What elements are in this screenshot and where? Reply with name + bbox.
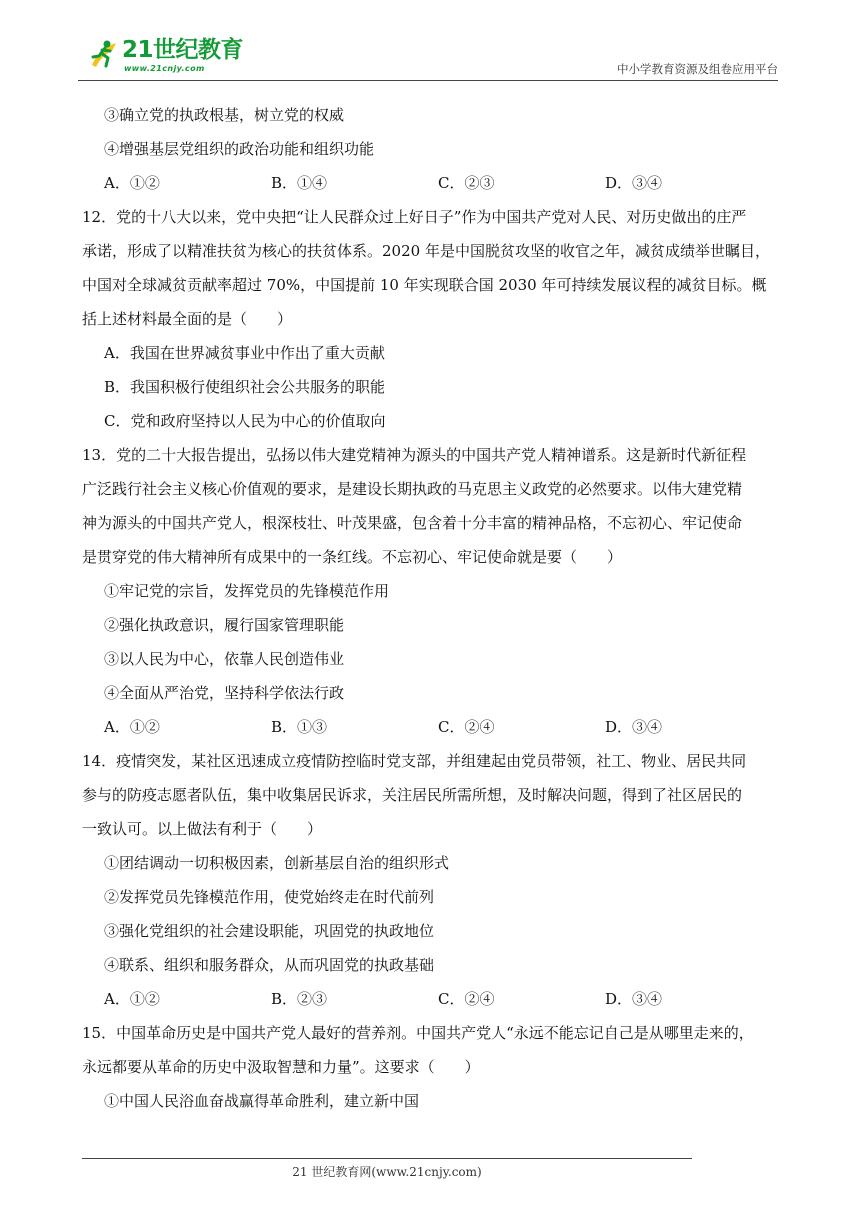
page-footer: 21 世纪教育网(www.21cnjy.com) (292, 1165, 482, 1179)
q13-stem-line: 13．党的二十大报告提出，弘扬以伟大建党精神为源头的中国共产党人精神谱系。这是新时代新征程 (82, 446, 747, 464)
q13-item-2: ②强化执政意识，履行国家管理职能 (104, 616, 345, 634)
q14-item-3: ③强化党组织的社会建设职能，巩固党的执政地位 (104, 922, 435, 940)
q13-option-d: D．③④ (605, 718, 663, 736)
q14-option-a: A．①② (104, 990, 160, 1008)
q13-stem-line: 是贯穿党的伟大精神所有成果中的一条红线。不忘初心、牢记使命就是要（ ） (82, 548, 623, 566)
q11-option-c: C．②③ (438, 174, 495, 192)
q11-options (82, 166, 782, 200)
document-body (82, 98, 782, 1118)
q12-stem-line: 承诺，形成了以精准扶贫为核心的扶贫体系。2020 年是中国脱贫攻坚的收官之年，减贫成绩举世瞩目， (82, 242, 770, 260)
q11-item-3: ③确立党的执政根基，树立党的权威 (104, 106, 345, 124)
q15-stem-line: 15．中国革命历史是中国共产党人最好的营养剂。中国共产党人“永远不能忘记自己是从哪里走来的， (82, 1024, 754, 1042)
q14-item-1: ①团结调动一切积极因素，创新基层自治的组织形式 (104, 854, 450, 872)
logo-text: 21世纪教育 (122, 37, 244, 63)
q14-option-d: D．③④ (605, 990, 663, 1008)
page-header (78, 34, 778, 80)
q13-options (82, 710, 782, 744)
q13-item-4: ④全面从严治党，坚持科学依法行政 (104, 684, 345, 702)
q14-item-2: ②发挥党员先锋模范作用，使党始终走在时代前列 (104, 888, 435, 906)
footer-divider (82, 1158, 692, 1159)
q13-option-c: C．②④ (438, 718, 495, 736)
q14-stem-line: 参与的防疫志愿者队伍，集中收集居民诉求，关注居民所需所想，及时解决问题，得到了社区居民的 (82, 786, 743, 804)
q13-item-3: ③以人民为中心，依靠人民创造伟业 (104, 650, 345, 668)
q12-stem-line: 括上述材料最全面的是（ ） (82, 310, 293, 328)
q13-stem-line: 神为源头的中国共产党人，根深枝壮、叶茂果盛，包含着十分丰富的精神品格，不忘初心、牢记使命 (82, 514, 743, 532)
q14-option-c: C．②④ (438, 990, 495, 1008)
q13-option-a: A．①② (104, 718, 160, 736)
q13-item-1: ①牢记党的宗旨，发挥党员的先锋模范作用 (104, 582, 390, 600)
q12-stem-line: 中国对全球减贫贡献率超过 70%，中国提前 10 年实现联合国 2030 年可持续发展议程的减贫目标。概 (82, 276, 767, 294)
logo (78, 34, 253, 76)
q14-stem-line: 一致认可。以上做法有利于（ ） (82, 820, 323, 838)
q13-option-b: B．①③ (271, 718, 328, 736)
header-platform-text: 中小学教育资源及组卷应用平台 (617, 62, 778, 76)
logo-url: www.21cnjy.com (124, 64, 205, 73)
runner-icon (86, 37, 120, 71)
q14-options (82, 982, 782, 1016)
q11-item-4: ④增强基层党组织的政治功能和组织功能 (104, 140, 375, 158)
q14-stem-line: 14．疫情突发，某社区迅速成立疫情防控临时党支部，并组建起由党员带领，社工、物业、居民共同 (82, 752, 747, 770)
q12-choice-b: B．我国积极行使组织社会公共服务的职能 (104, 378, 386, 396)
q12-choice-c: C．党和政府坚持以人民为中心的价值取向 (104, 412, 386, 430)
q14-option-b: B．②③ (271, 990, 328, 1008)
header-divider (78, 80, 778, 81)
q13-stem-line: 广泛践行社会主义核心价值观的要求，是建设长期执政的马克思主义政党的必然要求。以伟大建党精 (82, 480, 743, 498)
q15-item-1: ①中国人民浴血奋战赢得革命胜利，建立新中国 (104, 1092, 420, 1110)
q12-choice-a: A．我国在世界减贫事业中作出了重大贡献 (104, 344, 385, 362)
q15-stem-line: 永远都要从革命的历史中汲取智慧和力量”。这要求（ ） (82, 1058, 480, 1076)
q12-stem-line: 12．党的十八大以来，党中央把“让人民群众过上好日子”作为中国共产党对人民、对历史做出的庄严 (82, 208, 747, 226)
q14-item-4: ④联系、组织和服务群众，从而巩固党的执政基础 (104, 956, 435, 974)
q11-option-d: D．③④ (605, 174, 663, 192)
q11-option-a: A．①② (104, 174, 160, 192)
q11-option-b: B．①④ (271, 174, 328, 192)
